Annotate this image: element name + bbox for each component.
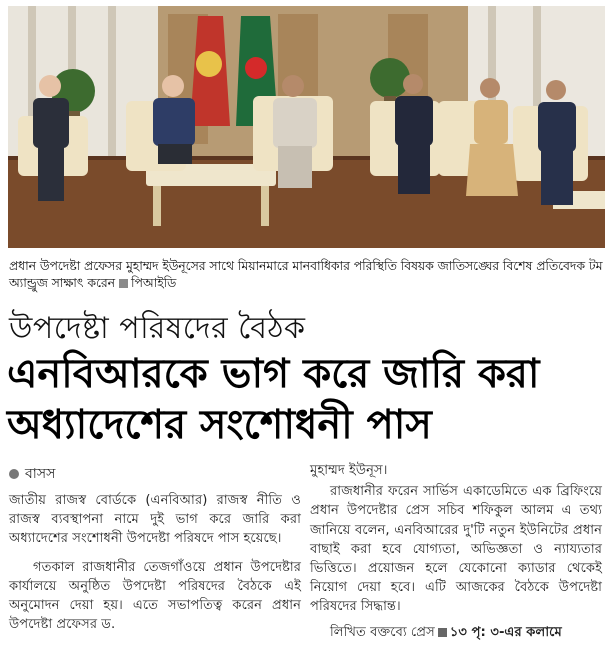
- body-column-left: [9, 491, 301, 634]
- byline-source: বাসস: [25, 466, 56, 482]
- kicker-headline: উপদেষ্টা পরিষদের বৈঠক: [9, 311, 306, 346]
- square-bullet-icon: [119, 279, 128, 288]
- byline: [9, 465, 55, 483]
- photo-caption: [9, 258, 605, 292]
- body-paragraph: জাতীয় রাজস্ব বোর্ডকে (এনবিআর) রাজস্ব নীতি ও রাজস্ব ব্যবস্থাপনা নামে দুই ভাগ করে জারি করা অধ্যাদেশের সংশোধনী উপদেষ্টা পরিষদে পাস হয়েছে।: [9, 493, 301, 547]
- continued-reference: ১৩ পৃ: ৩-এর কলামে: [449, 624, 562, 640]
- body-paragraph: গতকাল রাজধানীর তেজগাঁওয়ে প্রধান উপদেষ্টার কার্যালয়ে অনুষ্ঠিত উপদেষ্টা পরিষদের বৈঠকে এই অনুমোদন দেয়া হয়। এতে সভাপতিত্ব করেন প্রধান উপদেষ্টা প্রফেসর ড.: [9, 559, 301, 633]
- continued-line: [310, 623, 602, 642]
- body-column-right: [310, 461, 602, 642]
- main-headline: [7, 349, 607, 451]
- headline-line-1: এনবিআরকে ভাগ করে জারি করা: [7, 351, 540, 397]
- news-photo: [8, 6, 605, 248]
- headline-line-2: অধ্যাদেশের সংশোধনী পাস: [7, 402, 432, 448]
- square-bullet-icon: [438, 628, 447, 637]
- photo-credit: পিআইডি: [131, 276, 177, 290]
- bullet-dot-icon: [9, 469, 19, 479]
- caption-text: প্রধান উপদেষ্টা প্রফেসর মুহাম্মদ ইউনূসের সাথে মিয়ানমারে মানবাধিকার পরিস্থিতি বিষয়ক জাতিসঙ্ঘের বিশেষ প্রতিবেদক টম অ্যান্ড্রুজ সাক্ষাৎ করেন: [9, 259, 603, 290]
- body-paragraph: মুহাম্মদ ইউনূস।: [310, 463, 388, 478]
- photo-meeting-image: [8, 6, 605, 248]
- body-paragraph: রাজধানীর ফরেন সার্ভিস একাডেমিতে এক ব্রিফিংয়ে প্রধান উপদেষ্টার প্রেস সচিব শফিকুল আলম এ তথ্য জানিয়ে বলেন, এনবিআরের দু'টি নতুন ইউনিটের প্রধান বাছাই করা হবে যোগ্যতা, অভিজ্ঞতা ও ন্যায্যতার ভিত্তিতে। প্রয়োজন হলে যেকোনো ক্যাডার থেকেই নিয়োগ দেয়া হবে। এটি আজকের বৈঠকে উপদেষ্টা পরিষদের সিদ্ধান্ত।: [310, 484, 602, 615]
- body-paragraph-end: লিখিত বক্তব্যে প্রেস: [330, 624, 435, 640]
